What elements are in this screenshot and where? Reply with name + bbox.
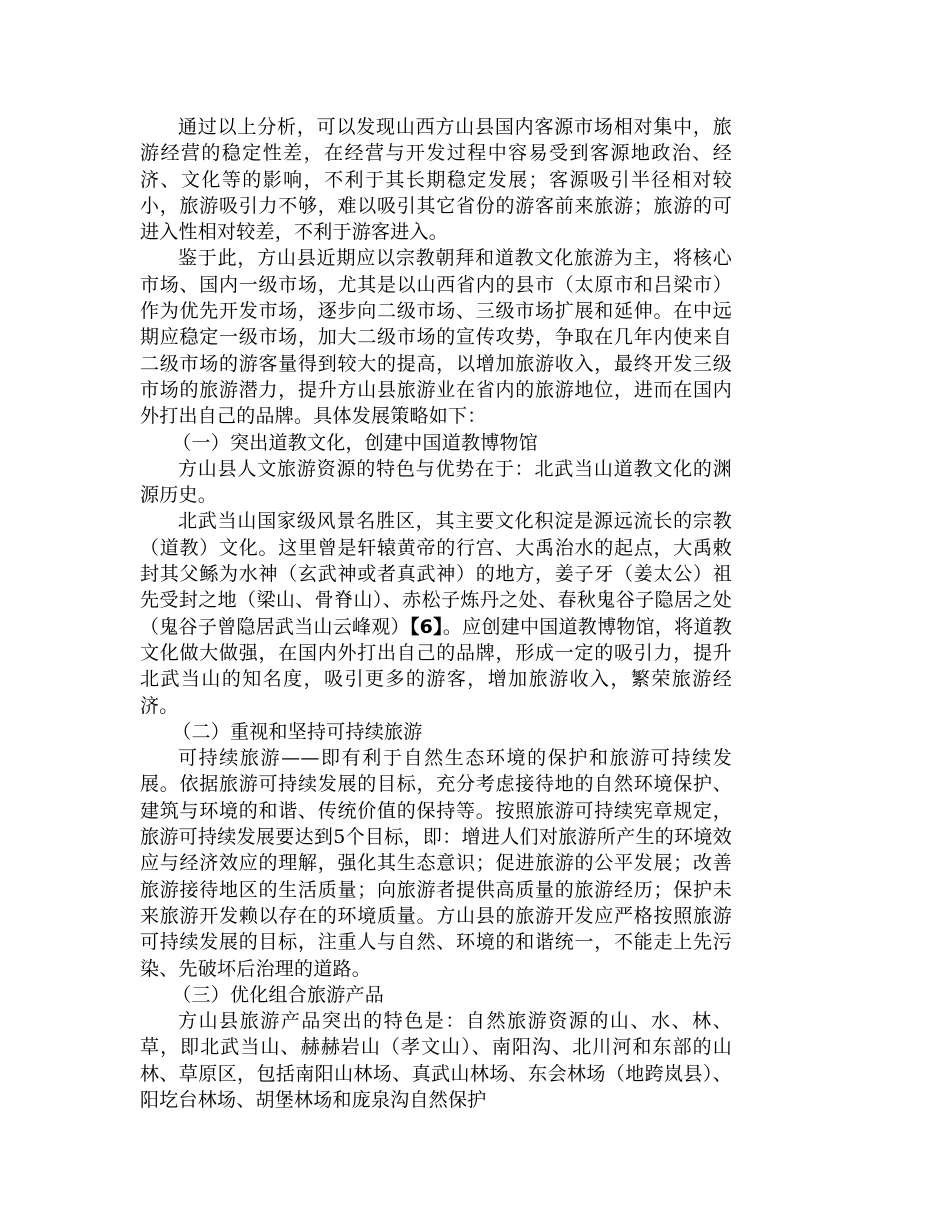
beiwudang-text-part-1: 北武当山国家级风景名胜区，其主要文化积淀是源远流长的宗教（道教）文化。这里曾是轩辕黄帝的行宫、大禹治水的起点，大禹敕封其父鲧为水神（玄武神或者真武神）的地方，姜子牙（姜太公）祖先受封之地（梁山、骨脊山）、赤松子炼丹之处、春秋鬼谷子隐居之处（鬼谷子曾隐居武当山云峰观） <box>140 510 732 638</box>
paragraph-development-strategy: 鉴于此，方山县近期应以宗教朝拜和道教文化旅游为主，将核心市场、国内一级市场，尤其是以山西省内的县市（太原市和吕梁市）作为优先开发市场，逐步向二级市场、三级市场扩展和延伸。在中远期应稳定一级市场，加大二级市场的宣传攻势，争取在几年内使来自二级市场的游客量得到较大的提高，以增加旅游收入，最终开发三级市场的旅游潜力，提升方山县旅游业在省内的旅游地位，进而在国内外打出自己的品牌。具体发展策略如下： <box>140 247 732 428</box>
paragraph-tourism-products: 方山县旅游产品突出的特色是：自然旅游资源的山、水、林、草，即北武当山、赫赫岩山（孝文山）、南阳沟、北川河和东部的山林、草原区，包括南阳山林场、真武山林场、东会林场（地跨岚县）、阳圪台林场、胡堡林场和庞泉沟自然保护 <box>140 1010 732 1111</box>
section-heading-taoist-culture: （一）突出道教文化，创建中国道教博物馆 <box>172 431 539 454</box>
citation-reference: 【6】 <box>409 615 443 638</box>
beiwudang-text-part-2: 。应创建中国道教博物馆，将道教文化做大做强，在国内外打出自己的品牌，形成一定的吸引力，提升北武当山的知名度，吸引更多的游客，增加旅游收入，繁荣旅游经济。 <box>140 615 732 717</box>
paragraph-cultural-resources: 方山县人文旅游资源的特色与优势在于：北武当山道教文化的渊源历史。 <box>140 457 732 507</box>
section-heading-tourism-products: （三）优化组合旅游产品 <box>172 983 385 1006</box>
section-heading-sustainable-tourism: （二）重视和坚持可持续旅游 <box>172 720 423 743</box>
paragraph-source-market-analysis: 通过以上分析，可以发现山西方山县国内客源市场相对集中，旅游经营的稳定性差，在经营与开发过程中容易受到客源地政治、经济、文化等的影响，不利于其长期稳定发展；客源吸引半径相对较小，旅游吸引力不够，难以吸引其它省份的游客前来旅游；旅游的可进入性相对较差，不利于游客进入。 <box>140 116 732 244</box>
document-page <box>140 114 732 1113</box>
paragraph-beiwudang-mountain <box>140 508 732 718</box>
paragraph-sustainable-tourism: 可持续旅游——即有利于自然生态环境的保护和旅游可持续发展。依据旅游可持续发展的目标，充分考虑接待地的自然环境保护、建筑与环境的和谐、传统价值的保持等。按照旅游可持续宪章规定，旅游可持续发展要达到5个目标，即：增进人们对旅游所产生的环境效应与经济效应的理解，强化其生态意识；促进旅游的公平发展；改善旅游接待地区的生活质量；向旅游者提供高质量的旅游经历；保护未来旅游开发赖以存在的环境质量。方山县的旅游开发应严格按照旅游可持续发展的目标，注重人与自然、环境的和谐统一，不能走上先污染、先破坏后治理的道路。 <box>140 747 732 980</box>
